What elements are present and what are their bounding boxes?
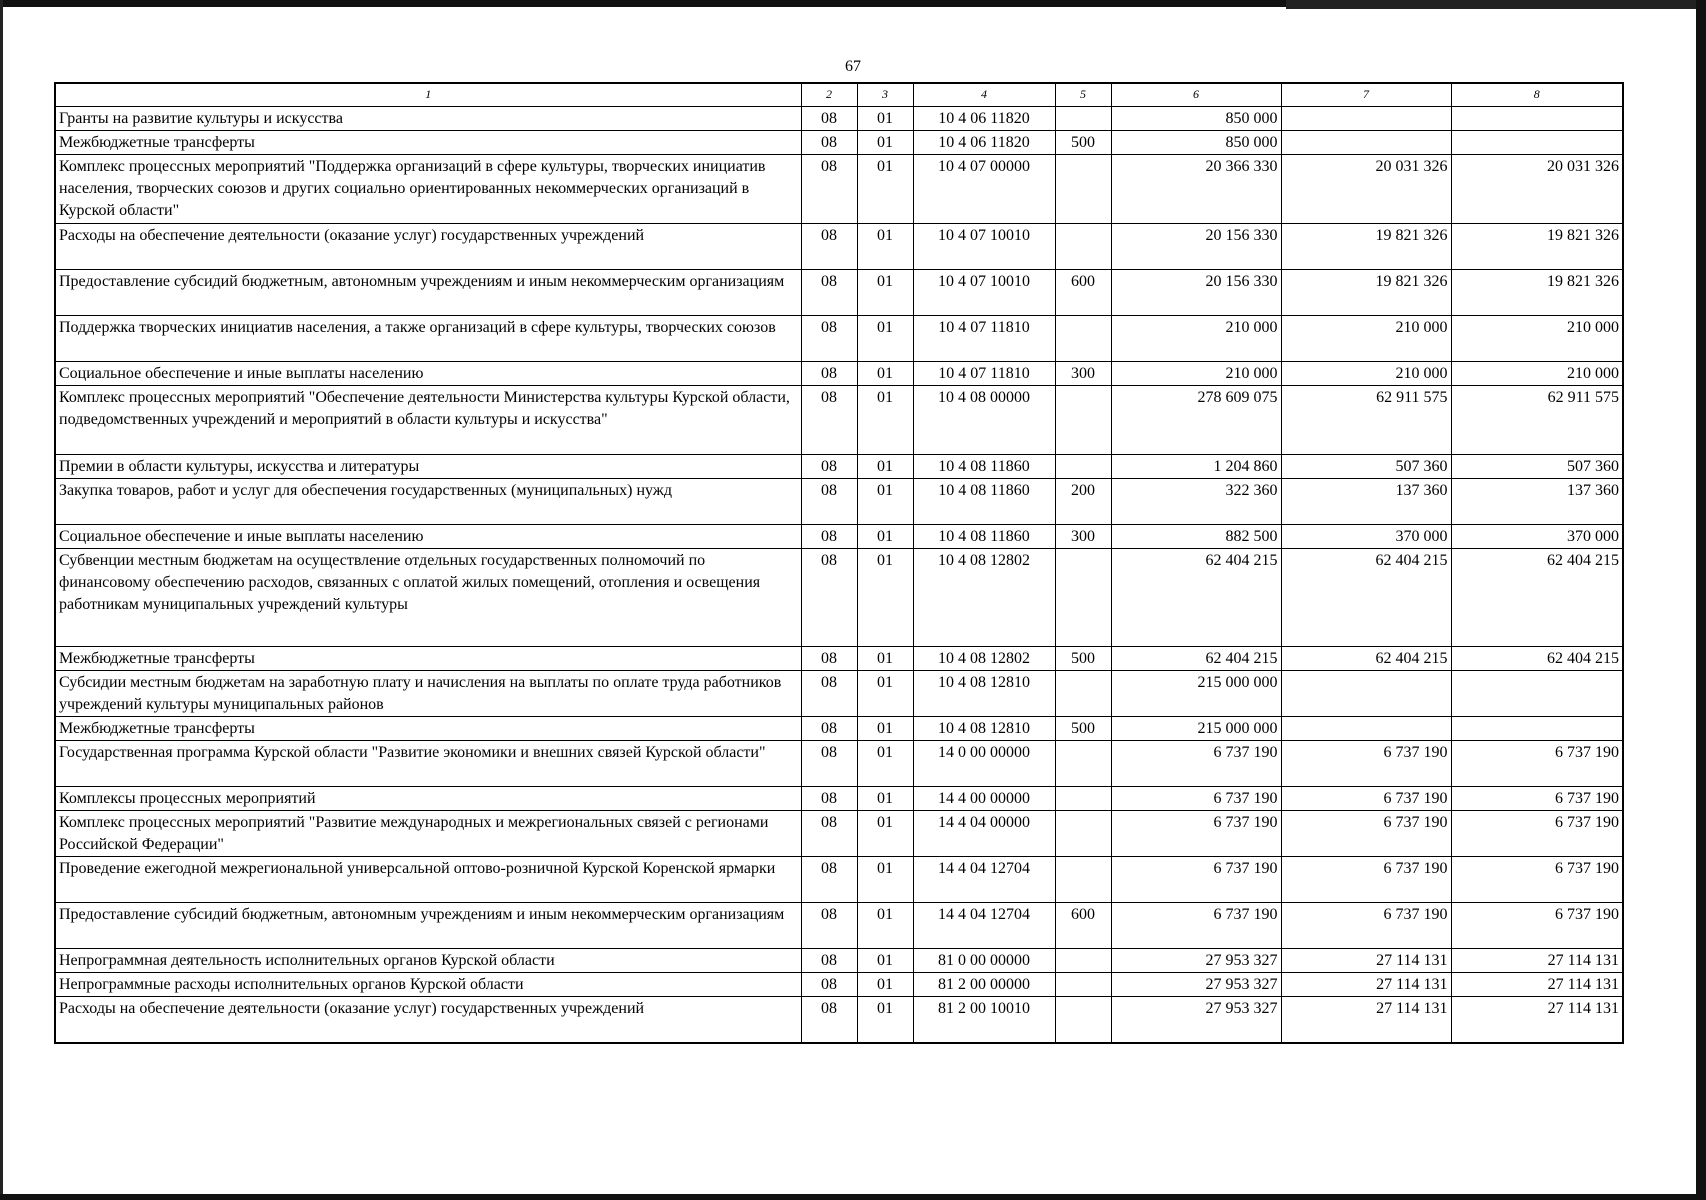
table-row (55, 270, 1623, 316)
page-number: 67 (845, 58, 861, 75)
column-header-row (55, 83, 1623, 107)
amount-col8: 62 404 215 (1451, 549, 1623, 647)
target-article-code: 10 4 06 11820 (913, 107, 1055, 131)
amount-col8: 27 114 131 (1451, 997, 1623, 1044)
expense-type-code: 500 (1055, 717, 1111, 741)
amount-col6: 20 156 330 (1111, 224, 1281, 270)
expense-type-code (1055, 386, 1111, 455)
amount-col6: 1 204 860 (1111, 455, 1281, 479)
section-code: 08 (801, 224, 857, 270)
amount-col7: 370 000 (1281, 525, 1451, 549)
amount-col7 (1281, 671, 1451, 717)
table-row (55, 787, 1623, 811)
section-code: 08 (801, 525, 857, 549)
budget-table (54, 82, 1624, 1044)
subsection-code: 01 (857, 811, 913, 857)
row-name: Поддержка творческих инициатив населения, а также организаций в сфере культуры, творческих союзов (55, 316, 801, 362)
subsection-code: 01 (857, 973, 913, 997)
target-article-code: 10 4 08 12810 (913, 671, 1055, 717)
section-code: 08 (801, 155, 857, 224)
amount-col7: 6 737 190 (1281, 787, 1451, 811)
subsection-code: 01 (857, 741, 913, 787)
section-code: 08 (801, 903, 857, 949)
amount-col6: 850 000 (1111, 107, 1281, 131)
amount-col7: 19 821 326 (1281, 224, 1451, 270)
table-row (55, 549, 1623, 647)
target-article-code: 10 4 08 12810 (913, 717, 1055, 741)
table-row (55, 717, 1623, 741)
target-article-code: 10 4 08 12802 (913, 549, 1055, 647)
row-name: Проведение ежегодной межрегиональной универсальной оптово-розничной Курской Коренской ярмарки (55, 857, 801, 903)
section-code: 08 (801, 107, 857, 131)
amount-col8: 19 821 326 (1451, 224, 1623, 270)
amount-col8 (1451, 107, 1623, 131)
section-code: 08 (801, 717, 857, 741)
subsection-code: 01 (857, 479, 913, 525)
amount-col6: 62 404 215 (1111, 549, 1281, 647)
amount-col7: 6 737 190 (1281, 811, 1451, 857)
column-header: 6 (1111, 83, 1281, 107)
expense-type-code: 200 (1055, 479, 1111, 525)
column-header: 3 (857, 83, 913, 107)
table-row (55, 741, 1623, 787)
row-name: Комплексы процессных мероприятий (55, 787, 801, 811)
target-article-code: 10 4 08 12802 (913, 647, 1055, 671)
section-code: 08 (801, 455, 857, 479)
row-name: Предоставление субсидий бюджетным, автономным учреждениям и иным некоммерческим организациям (55, 903, 801, 949)
table-row (55, 857, 1623, 903)
amount-col6: 27 953 327 (1111, 949, 1281, 973)
amount-col7: 20 031 326 (1281, 155, 1451, 224)
column-header: 5 (1055, 83, 1111, 107)
target-article-code: 14 0 00 00000 (913, 741, 1055, 787)
table-row (55, 903, 1623, 949)
table-row (55, 455, 1623, 479)
amount-col6: 27 953 327 (1111, 997, 1281, 1044)
amount-col7: 210 000 (1281, 362, 1451, 386)
amount-col7: 210 000 (1281, 316, 1451, 362)
amount-col7: 6 737 190 (1281, 857, 1451, 903)
table-row (55, 386, 1623, 455)
amount-col8: 62 911 575 (1451, 386, 1623, 455)
expense-type-code (1055, 455, 1111, 479)
amount-col8: 507 360 (1451, 455, 1623, 479)
amount-col8: 137 360 (1451, 479, 1623, 525)
target-article-code: 10 4 07 11810 (913, 362, 1055, 386)
section-code: 08 (801, 787, 857, 811)
expense-type-code: 500 (1055, 647, 1111, 671)
row-name: Комплекс процессных мероприятий "Развитие международных и межрегиональных связей с регионами Российской Федерации" (55, 811, 801, 857)
amount-col6: 882 500 (1111, 525, 1281, 549)
subsection-code: 01 (857, 903, 913, 949)
amount-col8: 210 000 (1451, 362, 1623, 386)
subsection-code: 01 (857, 107, 913, 131)
expense-type-code (1055, 741, 1111, 787)
amount-col8 (1451, 717, 1623, 741)
target-article-code: 81 2 00 00000 (913, 973, 1055, 997)
column-header: 8 (1451, 83, 1623, 107)
section-code: 08 (801, 671, 857, 717)
section-code: 08 (801, 270, 857, 316)
table-row (55, 973, 1623, 997)
amount-col6: 6 737 190 (1111, 857, 1281, 903)
section-code: 08 (801, 362, 857, 386)
amount-col6: 6 737 190 (1111, 787, 1281, 811)
table-row (55, 525, 1623, 549)
amount-col8: 210 000 (1451, 316, 1623, 362)
expense-type-code (1055, 224, 1111, 270)
expense-type-code (1055, 787, 1111, 811)
expense-type-code: 300 (1055, 525, 1111, 549)
amount-col8 (1451, 131, 1623, 155)
subsection-code: 01 (857, 270, 913, 316)
amount-col8: 6 737 190 (1451, 811, 1623, 857)
row-name: Непрограммная деятельность исполнительных органов Курской области (55, 949, 801, 973)
column-header: 1 (55, 83, 801, 107)
amount-col6: 27 953 327 (1111, 973, 1281, 997)
target-article-code: 14 4 04 00000 (913, 811, 1055, 857)
amount-col7: 62 404 215 (1281, 647, 1451, 671)
amount-col6: 278 609 075 (1111, 386, 1281, 455)
amount-col6: 215 000 000 (1111, 671, 1281, 717)
amount-col8: 6 737 190 (1451, 741, 1623, 787)
table-row (55, 997, 1623, 1044)
section-code: 08 (801, 741, 857, 787)
expense-type-code (1055, 997, 1111, 1044)
expense-type-code (1055, 549, 1111, 647)
row-name: Межбюджетные трансферты (55, 647, 801, 671)
subsection-code: 01 (857, 549, 913, 647)
section-code: 08 (801, 647, 857, 671)
target-article-code: 81 0 00 00000 (913, 949, 1055, 973)
expense-type-code (1055, 811, 1111, 857)
row-name: Комплекс процессных мероприятий "Поддержка организаций в сфере культуры, творческих инициатив населения, творческих союзов и других социально ориентированных некоммерческих организаций в Курской области" (55, 155, 801, 224)
section-code: 08 (801, 811, 857, 857)
target-article-code: 10 4 07 10010 (913, 224, 1055, 270)
amount-col6: 6 737 190 (1111, 903, 1281, 949)
section-code: 08 (801, 316, 857, 362)
section-code: 08 (801, 549, 857, 647)
section-code: 08 (801, 131, 857, 155)
target-article-code: 10 4 08 11860 (913, 455, 1055, 479)
target-article-code: 14 4 04 12704 (913, 903, 1055, 949)
table-row (55, 131, 1623, 155)
table-row (55, 155, 1623, 224)
subsection-code: 01 (857, 316, 913, 362)
subsection-code: 01 (857, 717, 913, 741)
subsection-code: 01 (857, 787, 913, 811)
expense-type-code: 300 (1055, 362, 1111, 386)
section-code: 08 (801, 949, 857, 973)
expense-type-code (1055, 857, 1111, 903)
row-name: Расходы на обеспечение деятельности (оказание услуг) государственных учреждений (55, 224, 801, 270)
column-header: 7 (1281, 83, 1451, 107)
row-name: Государственная программа Курской области "Развитие экономики и внешних связей Курской области" (55, 741, 801, 787)
expense-type-code: 500 (1055, 131, 1111, 155)
subsection-code: 01 (857, 131, 913, 155)
row-name: Межбюджетные трансферты (55, 131, 801, 155)
target-article-code: 10 4 07 10010 (913, 270, 1055, 316)
amount-col6: 210 000 (1111, 316, 1281, 362)
amount-col8: 20 031 326 (1451, 155, 1623, 224)
subsection-code: 01 (857, 224, 913, 270)
row-name: Расходы на обеспечение деятельности (оказание услуг) государственных учреждений (55, 997, 801, 1044)
amount-col8: 27 114 131 (1451, 949, 1623, 973)
target-article-code: 10 4 07 11810 (913, 316, 1055, 362)
row-name: Субсидии местным бюджетам на заработную плату и начисления на выплаты по оплате труда работников учреждений культуры муниципальных районов (55, 671, 801, 717)
row-name: Субвенции местным бюджетам на осуществление отдельных государственных полномочий по финансовому обеспечению расходов, связанных с оплатой жилых помещений, отопления и освещения работникам муниципальных учреждений культуры (55, 549, 801, 647)
amount-col7: 27 114 131 (1281, 973, 1451, 997)
amount-col6: 6 737 190 (1111, 811, 1281, 857)
amount-col8: 6 737 190 (1451, 787, 1623, 811)
amount-col7: 507 360 (1281, 455, 1451, 479)
target-article-code: 14 4 00 00000 (913, 787, 1055, 811)
subsection-code: 01 (857, 857, 913, 903)
amount-col8: 19 821 326 (1451, 270, 1623, 316)
amount-col7 (1281, 107, 1451, 131)
expense-type-code (1055, 949, 1111, 973)
expense-type-code (1055, 973, 1111, 997)
row-name: Межбюджетные трансферты (55, 717, 801, 741)
table-row (55, 224, 1623, 270)
subsection-code: 01 (857, 647, 913, 671)
expense-type-code: 600 (1055, 903, 1111, 949)
table-row (55, 479, 1623, 525)
subsection-code: 01 (857, 386, 913, 455)
target-article-code: 81 2 00 10010 (913, 997, 1055, 1044)
subsection-code: 01 (857, 671, 913, 717)
amount-col8 (1451, 671, 1623, 717)
section-code: 08 (801, 386, 857, 455)
column-header: 2 (801, 83, 857, 107)
target-article-code: 10 4 08 11860 (913, 525, 1055, 549)
row-name: Премии в области культуры, искусства и литературы (55, 455, 801, 479)
amount-col6: 6 737 190 (1111, 741, 1281, 787)
amount-col7: 19 821 326 (1281, 270, 1451, 316)
amount-col6: 62 404 215 (1111, 647, 1281, 671)
row-name: Непрограммные расходы исполнительных органов Курской области (55, 973, 801, 997)
row-name: Предоставление субсидий бюджетным, автономным учреждениям и иным некоммерческим организациям (55, 270, 801, 316)
amount-col7: 27 114 131 (1281, 949, 1451, 973)
table-row (55, 647, 1623, 671)
subsection-code: 01 (857, 362, 913, 386)
amount-col6: 215 000 000 (1111, 717, 1281, 741)
amount-col6: 20 156 330 (1111, 270, 1281, 316)
amount-col7 (1281, 131, 1451, 155)
amount-col6: 20 366 330 (1111, 155, 1281, 224)
section-code: 08 (801, 479, 857, 525)
expense-type-code: 600 (1055, 270, 1111, 316)
scan-edge-bottom (0, 1194, 1706, 1200)
amount-col6: 210 000 (1111, 362, 1281, 386)
amount-col8: 27 114 131 (1451, 973, 1623, 997)
table-row (55, 107, 1623, 131)
row-name: Социальное обеспечение и иные выплаты населению (55, 525, 801, 549)
amount-col7 (1281, 717, 1451, 741)
table-row (55, 316, 1623, 362)
scan-edge-left (0, 0, 3, 1200)
scan-edge-right (1696, 0, 1706, 1200)
target-article-code: 10 4 06 11820 (913, 131, 1055, 155)
amount-col7: 6 737 190 (1281, 903, 1451, 949)
amount-col7: 27 114 131 (1281, 997, 1451, 1044)
amount-col7: 137 360 (1281, 479, 1451, 525)
section-code: 08 (801, 973, 857, 997)
table-row (55, 362, 1623, 386)
amount-col7: 6 737 190 (1281, 741, 1451, 787)
table-row (55, 949, 1623, 973)
target-article-code: 10 4 07 00000 (913, 155, 1055, 224)
amount-col8: 6 737 190 (1451, 857, 1623, 903)
scan-edge-top (0, 0, 1706, 7)
section-code: 08 (801, 997, 857, 1044)
expense-type-code (1055, 155, 1111, 224)
row-name: Закупка товаров, работ и услуг для обеспечения государственных (муниципальных) нужд (55, 479, 801, 525)
expense-type-code (1055, 316, 1111, 362)
amount-col8: 370 000 (1451, 525, 1623, 549)
column-header: 4 (913, 83, 1055, 107)
subsection-code: 01 (857, 455, 913, 479)
subsection-code: 01 (857, 155, 913, 224)
target-article-code: 10 4 08 11860 (913, 479, 1055, 525)
amount-col8: 6 737 190 (1451, 903, 1623, 949)
amount-col6: 322 360 (1111, 479, 1281, 525)
row-name: Комплекс процессных мероприятий "Обеспечение деятельности Министерства культуры Курской области, подведомственных учреждений и мероприятий в области культуры и искусства" (55, 386, 801, 455)
target-article-code: 14 4 04 12704 (913, 857, 1055, 903)
subsection-code: 01 (857, 997, 913, 1044)
subsection-code: 01 (857, 949, 913, 973)
target-article-code: 10 4 08 00000 (913, 386, 1055, 455)
amount-col6: 850 000 (1111, 131, 1281, 155)
subsection-code: 01 (857, 525, 913, 549)
section-code: 08 (801, 857, 857, 903)
amount-col8: 62 404 215 (1451, 647, 1623, 671)
amount-col7: 62 911 575 (1281, 386, 1451, 455)
table-row (55, 671, 1623, 717)
row-name: Социальное обеспечение и иные выплаты населению (55, 362, 801, 386)
amount-col7: 62 404 215 (1281, 549, 1451, 647)
row-name: Гранты на развитие культуры и искусства (55, 107, 801, 131)
table-row (55, 811, 1623, 857)
expense-type-code (1055, 107, 1111, 131)
expense-type-code (1055, 671, 1111, 717)
